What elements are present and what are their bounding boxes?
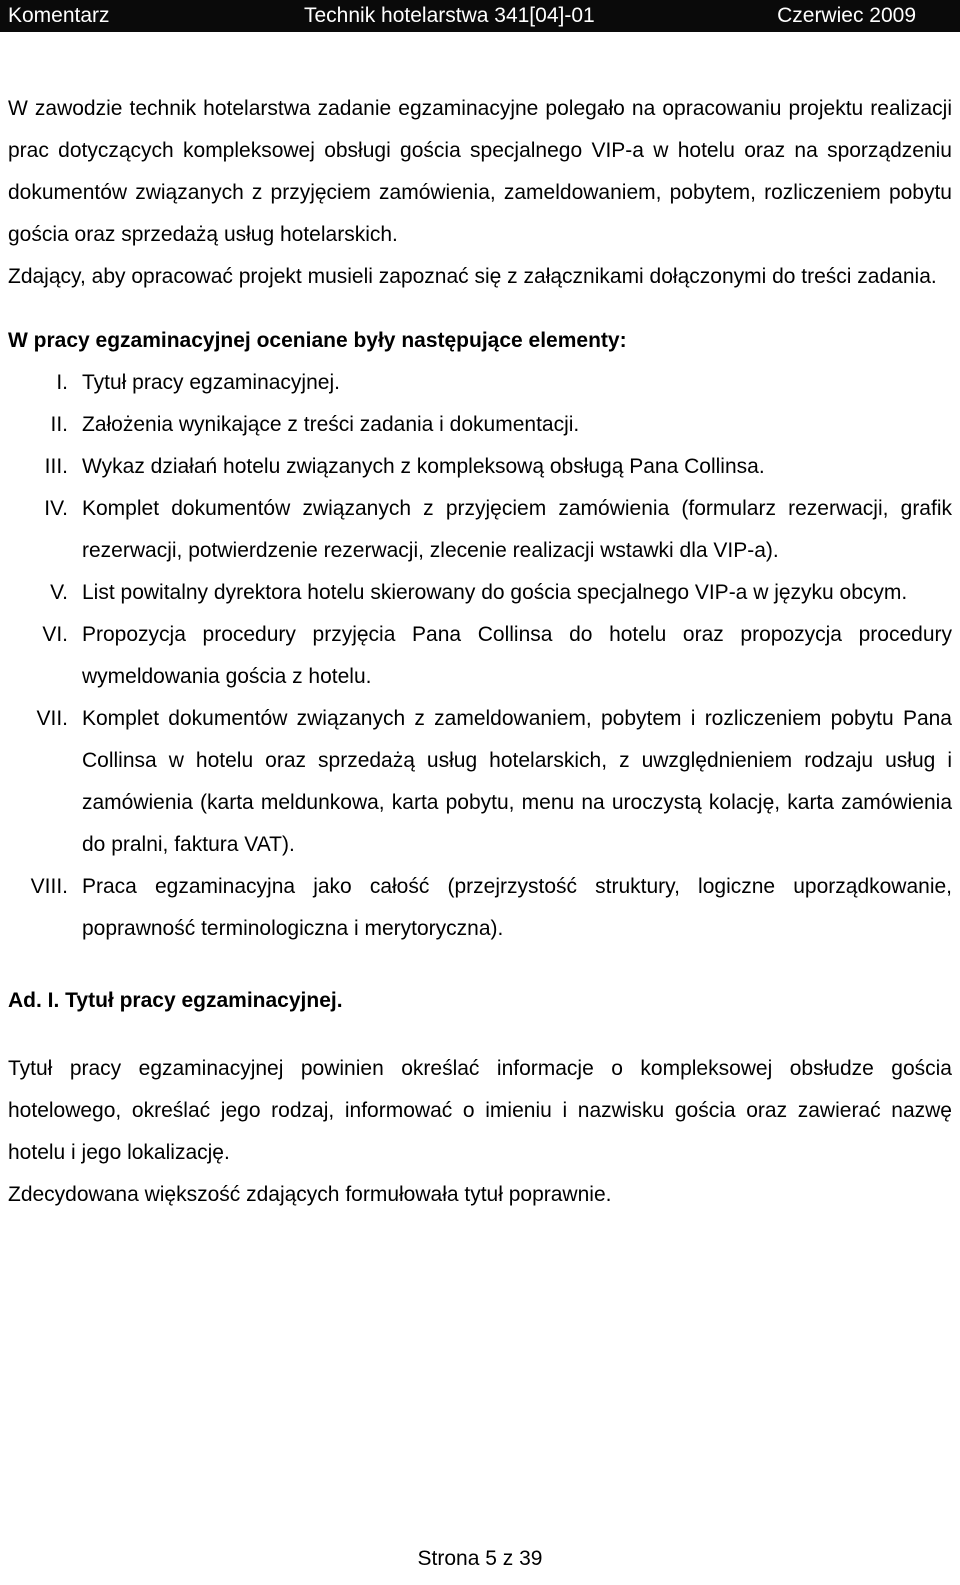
section-ad1-paragraph-1: Tytuł pracy egzaminacyjnej powinien określać informacje o kompleksowej obsłudze gościa hotelowego, określać jego rodzaj, informować o imieniu i nazwisku gościa oraz zawierać nazwę hotelu i jego lokalizację.: [8, 1057, 952, 1164]
section-ad1-paragraph-2: Zdecydowana większość zdających formułowała tytuł poprawnie.: [8, 1183, 612, 1206]
list-item-number: I.: [56, 371, 68, 394]
list-item: [8, 866, 952, 950]
intro-paragraph-2: Zdający, aby opracować projekt musieli zapoznać się z załącznikami dołączonymi do treści zadania.: [8, 265, 937, 288]
header-exam-title: Technik hotelarstwa 341[04]-01: [304, 4, 595, 27]
list-item-number: VIII.: [30, 875, 68, 898]
list-item-number: V.: [50, 581, 68, 604]
elements-heading: W pracy egzaminacyjnej oceniane były następujące elementy:: [8, 329, 627, 352]
list-item-number: VI.: [42, 623, 68, 646]
list-item-number: VII.: [36, 707, 68, 730]
page-content: [8, 88, 952, 1216]
list-item-text: Komplet dokumentów związanych z przyjęciem zamówienia (formularz rezerwacji, grafik rezerwacji, potwierdzenie rezerwacji, zlecenie realizacji wstawki dla VIP-a).: [82, 497, 952, 562]
list-item: [8, 614, 952, 698]
list-item: [8, 698, 952, 866]
list-item-text: Propozycja procedury przyjęcia Pana Collinsa do hotelu oraz propozycja procedury wymeldowania gościa z hotelu.: [82, 623, 952, 688]
list-item-text: List powitalny dyrektora hotelu skierowany do gościa specjalnego VIP-a w języku obcym.: [82, 581, 908, 604]
list-item: [8, 488, 952, 572]
list-item-number: III.: [44, 455, 68, 478]
list-item-text: Praca egzaminacyjna jako całość (przejrzystość struktury, logiczne uporządkowanie, poprawność terminologiczna i merytoryczna).: [82, 875, 952, 940]
header-doc-type: Komentarz: [8, 4, 110, 27]
section-ad1-heading: Ad. I. Tytuł pracy egzaminacyjnej.: [8, 989, 343, 1012]
list-item-number: II.: [50, 413, 68, 436]
list-item-text: Komplet dokumentów związanych z zameldowaniem, pobytem i rozliczeniem pobytu Pana Collinsa w hotelu oraz sprzedażą usług hotelarskich, z uwzględnieniem rodzaju usług i zamówienia (karta meldunkowa, karta pobytu, menu na uroczystą kolację, karta zamówienia do pralni, faktura VAT).: [82, 707, 952, 856]
elements-list: [8, 362, 952, 950]
list-item: [8, 446, 952, 488]
list-item: [8, 362, 952, 404]
page-footer: [0, 1544, 960, 1574]
list-item: [8, 572, 952, 614]
list-item-text: Tytuł pracy egzaminacyjnej.: [82, 371, 340, 394]
page-number: Strona 5 z 39: [417, 1547, 543, 1570]
list-item-text: Założenia wynikające z treści zadania i dokumentacji.: [82, 413, 580, 436]
page-header: [0, 0, 960, 32]
header-date: Czerwiec 2009: [777, 4, 916, 27]
list-item: [8, 404, 952, 446]
list-item-text: Wykaz działań hotelu związanych z kompleksową obsługą Pana Collinsa.: [82, 455, 765, 478]
list-item-number: IV.: [44, 497, 68, 520]
intro-paragraph-1: W zawodzie technik hotelarstwa zadanie egzaminacyjne polegało na opracowaniu projektu realizacji prac dotyczących kompleksowej obsługi gościa specjalnego VIP-a w hotelu oraz na sporządzeniu dokumentów związanych z przyjęciem zamówienia, zameldowaniem, pobytem, rozliczeniem pobytu gościa oraz sprzedażą usług hotelarskich.: [8, 97, 952, 246]
